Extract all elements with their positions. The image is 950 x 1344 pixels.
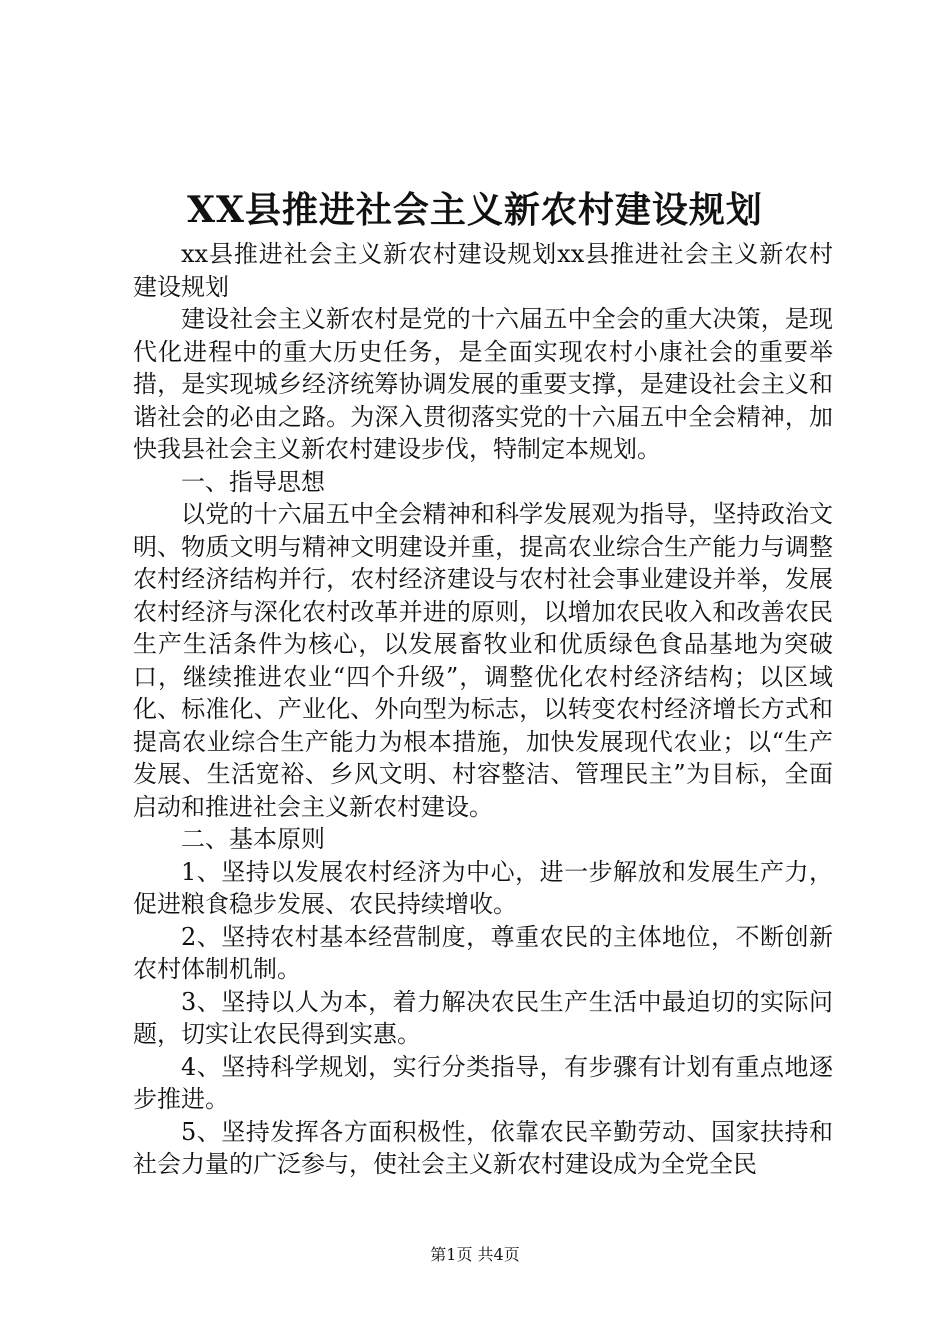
principle-item-1: 1、坚持以发展农村经济为中心，进一步解放和发展生产力，促进粮食稳步发展、农民持续增收。 — [133, 857, 833, 918]
intro-paragraph: 建设社会主义新农村是党的十六届五中全会的重大决策，是现代化进程中的重大历史任务，是全面实现农村小康社会的重要举措，是实现城乡经济统筹协调发展的重要支撑，是建设社会主义和谐社会的必由之路。为深入贯彻落实党的十六届五中全会精神，加快我县社会主义新农村建设步伐，特制定本规划。 — [133, 305, 833, 463]
section-heading-guiding-thought: 一、指导思想 — [181, 467, 325, 496]
principle-item-4: 4、坚持科学规划，实行分类指导，有步骤有计划有重点地逐步推进。 — [133, 1052, 833, 1113]
principle-item-3: 3、坚持以人为本，着力解决农民生产生活中最迫切的实际问题，切实让农民得到实惠。 — [133, 987, 833, 1048]
principle-item-2: 2、坚持农村基本经营制度，尊重农民的主体地位，不断创新农村体制机制。 — [133, 922, 833, 983]
document-title: XX县推进社会主义新农村建设规划 — [187, 189, 763, 231]
page-footer: 第1页 共4页 — [430, 1245, 520, 1264]
section-heading-basic-principles: 二、基本原则 — [181, 825, 325, 853]
principle-item-5: 5、坚持发挥各方面积极性，依靠农民辛勤劳动、国家扶持和社会力量的广泛参与，使社会主义新农村建设成为全党全民 — [133, 1117, 833, 1178]
guiding-thought-paragraph: 以党的十六届五中全会精神和科学发展观为指导，坚持政治文明、物质文明与精神文明建设并重，提高农业综合生产能力与调整农村经济结构并行，农村经济建设与农村社会事业建设并举，发展农村经济与深化农村改革并进的原则，以增加农民收入和改善农民生产生活条件为核心，以发展畜牧业和优质绿色食品基地为突破口，继续推进农业“四个升级”，调整优化农村经济结构；以区域化、标准化、产业化、外向型为标志，以转变农村经济增长方式和提高农业综合生产能力为根本措施，加快发展现代农业；以“生产发展、生活宽裕、乡风文明、村容整洁、管理民主”为目标，全面启动和推进社会主义新农村建设。 — [133, 500, 833, 821]
document-body — [133, 238, 833, 1181]
intro-heading-paragraph: xx县推进社会主义新农村建设规划xx县推进社会主义新农村建设规划 — [133, 240, 833, 301]
